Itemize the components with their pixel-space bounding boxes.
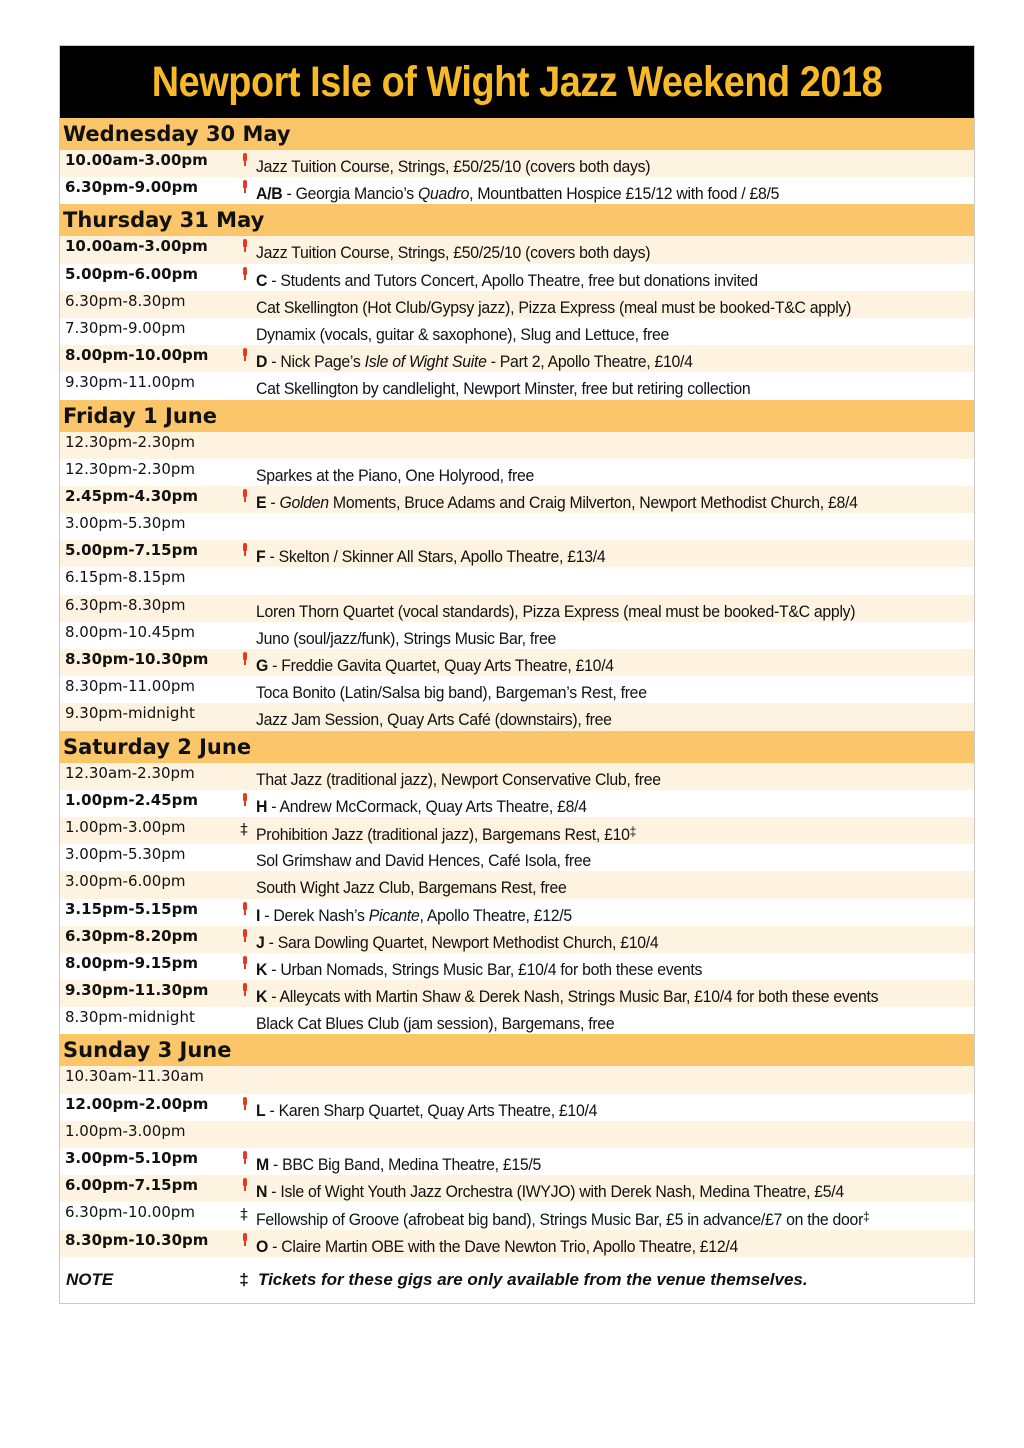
event-description (256, 150, 924, 177)
event-time: 6.30pm-8.20pm (65, 926, 198, 945)
event-row (60, 150, 974, 177)
event-separator: - (267, 987, 280, 1007)
title-bar (60, 46, 974, 118)
event-row (60, 817, 974, 844)
event-description (256, 790, 924, 817)
pin-icon (242, 239, 247, 253)
pin-icon (242, 956, 247, 970)
event-time: 12.30am-2.30pm (65, 763, 195, 782)
event-time: 8.00pm-10.00pm (65, 346, 209, 365)
event-time: 8.30pm-11.00pm (65, 677, 196, 696)
event-time: 3.00pm-6.00pm (65, 872, 186, 891)
event-text: Dynamix (vocals, guitar & saxophone), Slug and Lettuce, free (256, 324, 670, 344)
note-label: NOTE (66, 1269, 114, 1289)
event-separator: - (267, 270, 281, 290)
pin-icon (242, 180, 247, 194)
event-code: K (256, 959, 268, 979)
event-row (60, 318, 974, 345)
event-time: 7.30pm-9.00pm (65, 318, 186, 337)
event-description (256, 953, 924, 980)
pin-icon (242, 652, 247, 666)
marker-blank (232, 595, 256, 598)
event-row (60, 899, 974, 926)
ticket-marker-icon (232, 264, 256, 285)
ticket-marker-icon (232, 953, 256, 974)
event-code: D (256, 352, 268, 372)
event-time: 8.30pm-midnight (65, 1008, 195, 1027)
ticket-marker-icon (232, 649, 256, 670)
event-text: Students and Tutors Concert, Apollo Theatre, free but donations invited (280, 270, 758, 290)
event-time: 3.15pm-5.15pm (65, 899, 198, 918)
event-separator: - (264, 932, 278, 952)
marker-blank (232, 676, 256, 679)
event-text: Sara Dowling Quartet, Newport Methodist Church, £10/4 (277, 932, 659, 952)
event-description (256, 763, 924, 790)
marker-blank (232, 871, 256, 874)
day-header: Sunday 3 June (60, 1034, 974, 1066)
event-code: J (256, 932, 265, 952)
ticket-marker-icon (232, 790, 256, 811)
event-text: Golden Moments, Bruce Adams and Craig Milverton, Newport Methodist Church, £8/4 (279, 492, 858, 512)
event-description (256, 980, 924, 1007)
event-separator: - (267, 796, 280, 816)
marker-blank (232, 432, 256, 435)
event-code: N (256, 1182, 268, 1202)
event-row (60, 1121, 974, 1148)
marker-blank (232, 291, 256, 294)
ticket-marker-icon (232, 236, 256, 257)
marker-blank (232, 763, 256, 766)
event-row (60, 763, 974, 790)
event-text: Georgia Mancio’s Quadro, Mountbatten Hospice £15/12 with food / £8/5 (295, 184, 780, 204)
event-row (60, 486, 974, 513)
event-time: 6.30pm-10.00pm (65, 1203, 196, 1222)
event-text: Nick Page’s Isle of Wight Suite - Part 2, Apollo Theatre, £10/4 (280, 352, 693, 372)
schedule (60, 118, 974, 1257)
event-description (256, 1202, 924, 1230)
event-description (256, 1175, 924, 1202)
event-time: 8.30pm-10.30pm (65, 1230, 209, 1249)
event-code: C (256, 270, 268, 290)
event-row (60, 177, 974, 204)
event-description (256, 703, 924, 730)
event-code: G (256, 656, 269, 675)
event-text: Loren Thorn Quartet (vocal standards), Pizza Express (meal must be booked-T&C apply) (256, 601, 856, 621)
event-text: Sol Grimshaw and David Hences, Café Isola, free (256, 851, 591, 871)
event-time: 8.00pm-9.15pm (65, 953, 198, 972)
event-time: 12.30pm-2.30pm (65, 459, 196, 478)
pin-icon (242, 1097, 247, 1111)
event-time: 6.30pm-8.30pm (65, 291, 186, 310)
event-description (256, 817, 924, 845)
event-text: Jazz Jam Session, Quay Arts Café (downstairs), free (256, 710, 612, 730)
event-row (60, 1007, 974, 1034)
pin-icon (242, 1178, 247, 1192)
marker-blank (232, 622, 256, 625)
ticket-marker-icon (232, 980, 256, 1001)
event-row (60, 1066, 974, 1093)
event-time: 8.00pm-10.45pm (65, 622, 196, 641)
event-time: 1.00pm-2.45pm (65, 790, 198, 809)
event-text: Prohibition Jazz (traditional jazz), Bargemans Rest, £10 (256, 824, 630, 844)
event-row (60, 676, 974, 703)
event-row (60, 1094, 974, 1121)
event-row (60, 649, 974, 676)
marker-blank (232, 459, 256, 462)
ticket-marker-icon (232, 1230, 256, 1251)
event-row (60, 926, 974, 953)
event-row (60, 372, 974, 399)
event-time: 10.00am-3.00pm (65, 237, 208, 256)
event-row (60, 540, 974, 567)
event-text: Andrew McCormack, Quay Arts Theatre, £8/4 (279, 796, 587, 816)
pin-icon (242, 793, 247, 807)
day-header: Saturday 2 June (60, 731, 974, 763)
ticket-marker-icon (232, 1175, 256, 1196)
event-separator: - (267, 1182, 281, 1202)
event-time: 1.00pm-3.00pm (65, 817, 186, 836)
event-time: 6.15pm-8.15pm (65, 568, 186, 587)
event-description (256, 1094, 924, 1121)
event-text: Fellowship of Groove (afrobeat big band), Strings Music Bar, £5 in advance/£7 on the door (256, 1210, 864, 1230)
event-row (60, 567, 974, 594)
ticket-marker-icon (232, 1094, 256, 1115)
pin-icon (242, 543, 247, 557)
marker-blank (232, 1121, 256, 1124)
event-separator: - (268, 1155, 283, 1174)
event-text: Urban Nomads, Strings Music Bar, £10/4 for both these events (280, 959, 703, 979)
event-text: South Wight Jazz Club, Bargemans Rest, free (256, 878, 567, 898)
event-row (60, 980, 974, 1007)
event-code: O (256, 1236, 269, 1256)
event-row (60, 953, 974, 980)
event-description (256, 291, 924, 318)
event-row (60, 622, 974, 649)
event-description (256, 1230, 924, 1257)
event-time: 12.30pm-2.30pm (65, 432, 196, 451)
event-separator: - (267, 959, 281, 979)
event-separator: - (260, 905, 274, 925)
event-description (256, 459, 924, 486)
event-description (256, 676, 924, 703)
ticket-marker-icon (232, 1148, 256, 1169)
event-code: F (256, 547, 266, 567)
event-separator: - (265, 1100, 279, 1120)
marker-blank (232, 513, 256, 516)
ticket-marker-icon (232, 540, 256, 561)
event-code: A/B (256, 184, 283, 204)
event-text: Cat Skellington (Hot Club/Gypsy jazz), Pizza Express (meal must be booked-T&C apply) (256, 297, 852, 317)
event-separator: - (282, 184, 296, 204)
pin-icon (242, 902, 247, 916)
event-row (60, 236, 974, 263)
event-row (60, 459, 974, 486)
event-time: 3.00pm-5.10pm (65, 1149, 198, 1167)
event-separator: - (265, 547, 279, 567)
event-row (60, 844, 974, 871)
note-text: Tickets for these gigs are only available from the venue themselves. (258, 1269, 808, 1289)
event-description (256, 318, 924, 345)
event-text: Toca Bonito (Latin/Salsa big band), Bargeman’s Rest, free (256, 683, 647, 703)
event-separator: - (268, 656, 282, 675)
day-header: Friday 1 June (60, 400, 974, 432)
event-code: E (256, 492, 267, 512)
ticket-marker-icon (232, 150, 256, 171)
event-text: Jazz Tuition Course, Strings, £50/25/10 (covers both days) (256, 157, 651, 176)
event-description (256, 372, 924, 399)
event-description (256, 844, 924, 871)
event-code: M (256, 1155, 269, 1174)
event-text: Cat Skellington by candlelight, Newport Minster, free but retiring collection (256, 379, 751, 399)
dagger-icon: ‡ (239, 1269, 249, 1289)
ticket-marker-icon (232, 486, 256, 507)
pin-icon (242, 153, 247, 167)
event-description (256, 622, 924, 649)
event-time: 6.30pm-8.30pm (65, 595, 186, 614)
event-description (256, 595, 924, 622)
event-code: I (256, 905, 261, 925)
event-description (256, 177, 924, 204)
event-time: 10.00am-3.00pm (65, 151, 208, 169)
event-time: 9.30pm-11.00pm (65, 373, 196, 392)
event-row (60, 703, 974, 730)
event-description (256, 899, 924, 926)
pin-icon (242, 983, 247, 997)
event-description (256, 236, 924, 263)
event-code: L (256, 1100, 266, 1120)
event-time: 6.30pm-9.00pm (65, 178, 198, 197)
dagger-icon: ‡ (863, 1209, 870, 1225)
event-description (256, 540, 924, 567)
event-time: 8.30pm-10.30pm (65, 650, 209, 668)
event-text: Sparkes at the Piano, One Holyrood, free (256, 465, 534, 485)
event-text: Karen Sharp Quartet, Quay Arts Theatre, £10/4 (278, 1100, 598, 1120)
pin-icon (242, 1233, 247, 1247)
event-time: 2.45pm-4.30pm (65, 486, 198, 505)
event-text: Isle of Wight Youth Jazz Orchestra (IWYJO) with Derek Nash, Medina Theatre, £5/4 (280, 1182, 844, 1202)
event-separator: - (267, 352, 281, 372)
event-time: 5.00pm-6.00pm (65, 264, 198, 283)
event-text: Jazz Tuition Course, Strings, £50/25/10 (covers both days) (256, 243, 651, 263)
event-time: 6.00pm-7.15pm (65, 1176, 198, 1195)
event-row (60, 513, 974, 540)
event-text: Black Cat Blues Club (jam session), Bargemans, free (256, 1014, 615, 1034)
dagger-icon: ‡ (629, 823, 637, 839)
marker-blank (232, 703, 256, 706)
note-row (60, 1257, 974, 1303)
marker-blank (232, 1007, 256, 1010)
event-time: 12.00pm-2.00pm (65, 1094, 209, 1113)
event-row (60, 1202, 974, 1229)
event-separator: - (266, 492, 280, 512)
ticket-marker-icon (232, 177, 256, 198)
event-row (60, 264, 974, 291)
ticket-marker-icon (232, 899, 256, 920)
event-row (60, 1148, 974, 1175)
event-time: 9.30pm-11.30pm (65, 981, 209, 1000)
event-text: Derek Nash’s Picante, Apollo Theatre, £12/5 (273, 905, 572, 925)
day-header: Wednesday 30 May (60, 118, 974, 150)
page-title: Newport Isle of Wight Jazz Weekend 2018 (151, 57, 883, 106)
event-time: 3.00pm-5.30pm (65, 514, 186, 533)
programme-sheet (59, 45, 975, 1304)
event-time: 5.00pm-7.15pm (65, 541, 198, 560)
event-text: Skelton / Skinner All Stars, Apollo Theatre, £13/4 (278, 547, 606, 567)
event-text: That Jazz (traditional jazz), Newport Conservative Club, free (256, 769, 661, 789)
event-time: 9.30pm-midnight (65, 704, 195, 723)
day-header: Thursday 31 May (60, 204, 974, 236)
pin-icon (242, 1151, 247, 1165)
event-description (256, 264, 924, 291)
event-text: BBC Big Band, Medina Theatre, £15/5 (282, 1155, 542, 1174)
event-description (256, 1007, 924, 1034)
event-row (60, 1230, 974, 1257)
marker-blank (232, 844, 256, 847)
event-description (256, 649, 924, 676)
event-row (60, 595, 974, 622)
marker-blank (232, 567, 256, 570)
pin-icon (242, 489, 247, 503)
dagger-icon: ‡ (240, 819, 248, 838)
event-row (60, 790, 974, 817)
event-text: Alleycats with Martin Shaw & Derek Nash, Strings Music Bar, £10/4 for both these events (279, 987, 879, 1007)
event-time: 10.30am-11.30am (65, 1067, 204, 1086)
dagger-icon: ‡ (240, 1205, 248, 1224)
event-text: Freddie Gavita Quartet, Quay Arts Theatre, £10/4 (281, 656, 614, 675)
pin-icon (242, 267, 247, 281)
event-code: H (256, 796, 268, 816)
event-time: 3.00pm-5.30pm (65, 845, 186, 864)
event-row (60, 432, 974, 459)
event-description (256, 871, 924, 898)
ticket-marker-icon (232, 926, 256, 947)
ticket-marker-icon (232, 345, 256, 366)
marker-blank (232, 1066, 256, 1069)
event-description (256, 926, 924, 953)
event-time: 1.00pm-3.00pm (65, 1121, 186, 1140)
event-text: Juno (soul/jazz/funk), Strings Music Bar, free (256, 628, 556, 648)
marker-blank (232, 372, 256, 375)
event-text: Claire Martin OBE with the Dave Newton Trio, Apollo Theatre, £12/4 (281, 1236, 738, 1256)
event-row (60, 345, 974, 372)
pin-icon (242, 929, 247, 943)
marker-blank (232, 318, 256, 321)
pin-icon (242, 348, 247, 362)
event-row (60, 871, 974, 898)
event-description (256, 1148, 924, 1175)
event-row (60, 291, 974, 318)
event-description (256, 345, 924, 372)
event-code: K (256, 987, 268, 1007)
event-description (256, 486, 924, 513)
event-separator: - (268, 1236, 282, 1256)
event-row (60, 1175, 974, 1202)
